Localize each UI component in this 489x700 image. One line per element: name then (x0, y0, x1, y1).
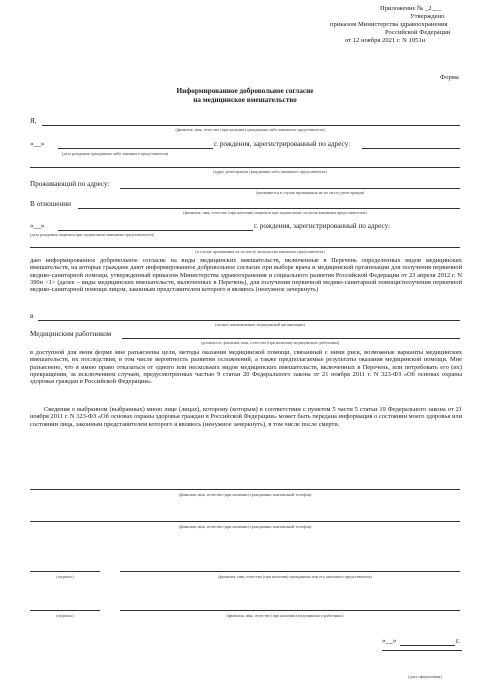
residing-label: Проживающий по адресу: (30, 180, 110, 188)
dob-caption: (дата рождения гражданина либо законного представителя) (62, 151, 169, 156)
reg-caption: (адрес регистрации гражданина либо законного представителя) (213, 169, 327, 174)
dob-line[interactable] (58, 148, 213, 149)
approved-label: Утверждено (410, 13, 445, 20)
organization-line[interactable] (38, 320, 460, 321)
dob-quotes: «__» (30, 140, 45, 148)
residing-caption: (указывается в случае проживания не по месту регистрации) (255, 190, 365, 195)
appendix-number: Приложение № _2___ (380, 5, 442, 12)
date-caption: (дата оформления) (408, 674, 442, 679)
date-quotes: «__» (382, 637, 397, 645)
residence2-line[interactable] (30, 247, 460, 248)
regarding-line[interactable] (78, 208, 460, 209)
date-line[interactable] (400, 645, 455, 646)
date-underline[interactable] (382, 650, 462, 651)
worker-signature-caption: (подпись) (56, 613, 74, 618)
document-title-line2: на медицинское вмешательство (193, 96, 297, 104)
medical-worker-line[interactable] (122, 338, 460, 339)
contact-person-2-caption: (фамилия, имя, отчество (при наличии) гражданина, контактный телефон) (178, 524, 312, 529)
document-title-line1: Информированное добровольное согласие (176, 87, 314, 95)
dob2-text: г. рождения, зарегистрированный по адресу: (254, 222, 391, 230)
organization-caption: (полное наименование медицинской организации) (215, 322, 305, 327)
consent-paragraph: даю информированное добровольное согласие на виды медицинских вмешательств, включенные в Перечень определенных видов медицинских вмешательств, на которые граждане дают информированное добровольное согласие при выборе врача и медицинской организации для получения первичной медико-санитарной помощи, утвержденный приказом Министерства здравоохранения и социального развития Российской Федерации от 23 апреля 2012 г. N 390н <1> (далее – виды медицинских вмешательств, включенных в Перечень), для получения первичной медико-санитарной помощи/получения первичной медико-санитарной помощи лицом, законным представителем которого я являюсь (ненужное зачеркнуть) (30, 257, 462, 294)
dob2-line[interactable] (58, 230, 253, 231)
worker-signature-line[interactable] (30, 610, 100, 611)
citizen-signature-line[interactable] (30, 571, 100, 572)
medical-worker-label: Медицинским работником (30, 330, 112, 338)
citizen-signature-caption: (подпись) (56, 574, 74, 579)
dob-text: г. рождения, зарегистрированный по адресу: (214, 140, 351, 148)
worker-name-line[interactable] (120, 610, 460, 611)
reg-address-line[interactable] (30, 167, 460, 168)
medical-worker-caption: (должность, фамилия, имя, отчество (при наличии) медицинского работника) (200, 340, 340, 345)
order-line: приказом Министерства здравоохранения (330, 21, 448, 28)
residence2-caption: (в случае проживания не по месту жительства законного представителя) (195, 249, 325, 254)
i-name-line[interactable] (42, 125, 460, 126)
dob2-quotes: «__» (30, 222, 45, 230)
form-label: Форма (440, 74, 459, 81)
regarding-label: В отношении (30, 200, 71, 208)
residing-line[interactable] (120, 188, 460, 189)
i-label: Я, (30, 117, 37, 125)
contact-person-1-caption: (фамилия, имя, отчество (при наличии) гражданина, контактный телефон) (178, 492, 312, 497)
regarding-caption: (фамилия, имя, отчество (при наличии) пациента при подписании согласия законным представителем) (183, 210, 367, 215)
contact-person-2-line[interactable] (30, 521, 460, 522)
organization-prefix: в (30, 312, 34, 320)
i-caption: (фамилия, имя, отчество (при наличии) гражданина либо законного представителя) (175, 127, 325, 132)
citizen-name-caption: (фамилия, имя, отчество (при наличии) гражданина или его законного представителя) (218, 574, 372, 579)
federation-line: Российской Федерации (385, 29, 451, 36)
dob-address-line[interactable] (362, 148, 460, 149)
order-date: от 12 ноября 2021 г. N 1051н (345, 37, 426, 44)
citizen-name-line[interactable] (120, 571, 460, 572)
contact-person-1-line[interactable] (30, 489, 460, 490)
date-year-suffix: г. (456, 637, 460, 645)
trusted-persons-paragraph: Сведения о выбранном (выбранных) мною лице (лицах), которому (которым) в соответствии с пунктом 5 части 5 статьи 19 Федерального закона от 21 ноября 2011 г. N 323-ФЗ «Об основах охраны здоровья граждан в Российской Федерации» может быть передана информация о состоянии моего здоровья или состоянии лица, законным представителем которого я являюсь (ненужное зачеркнуть), в том числе после смерти. (30, 406, 462, 428)
explanation-paragraph: в доступной для меня форме мне разъяснены цели, методы оказания медицинской помощи, связанный с ними риск, возможные варианты медицинских вмешательств, их последствия, в том числе вероятность развития осложнений, а также предполагаемые результаты оказания медицинской помощи. Мне разъяснено, что я имею право отказаться от одного или нескольких видов медицинских вмешательств, включенных в Перечень, или потребовать его (их) прекращения, за исключением случаев, предусмотренных частью 9 статьи 20 Федерального закона от 21 ноября 2011 г. N 323-ФЗ «Об основах охраны здоровья граждан в Российской Федерации». (30, 349, 462, 386)
worker-name-caption: (фамилия, имя, отчество (при наличии) медицинского работника) (226, 613, 344, 618)
dob2-caption: (дата рождения пациента при подписании законным представителем) (30, 232, 155, 237)
